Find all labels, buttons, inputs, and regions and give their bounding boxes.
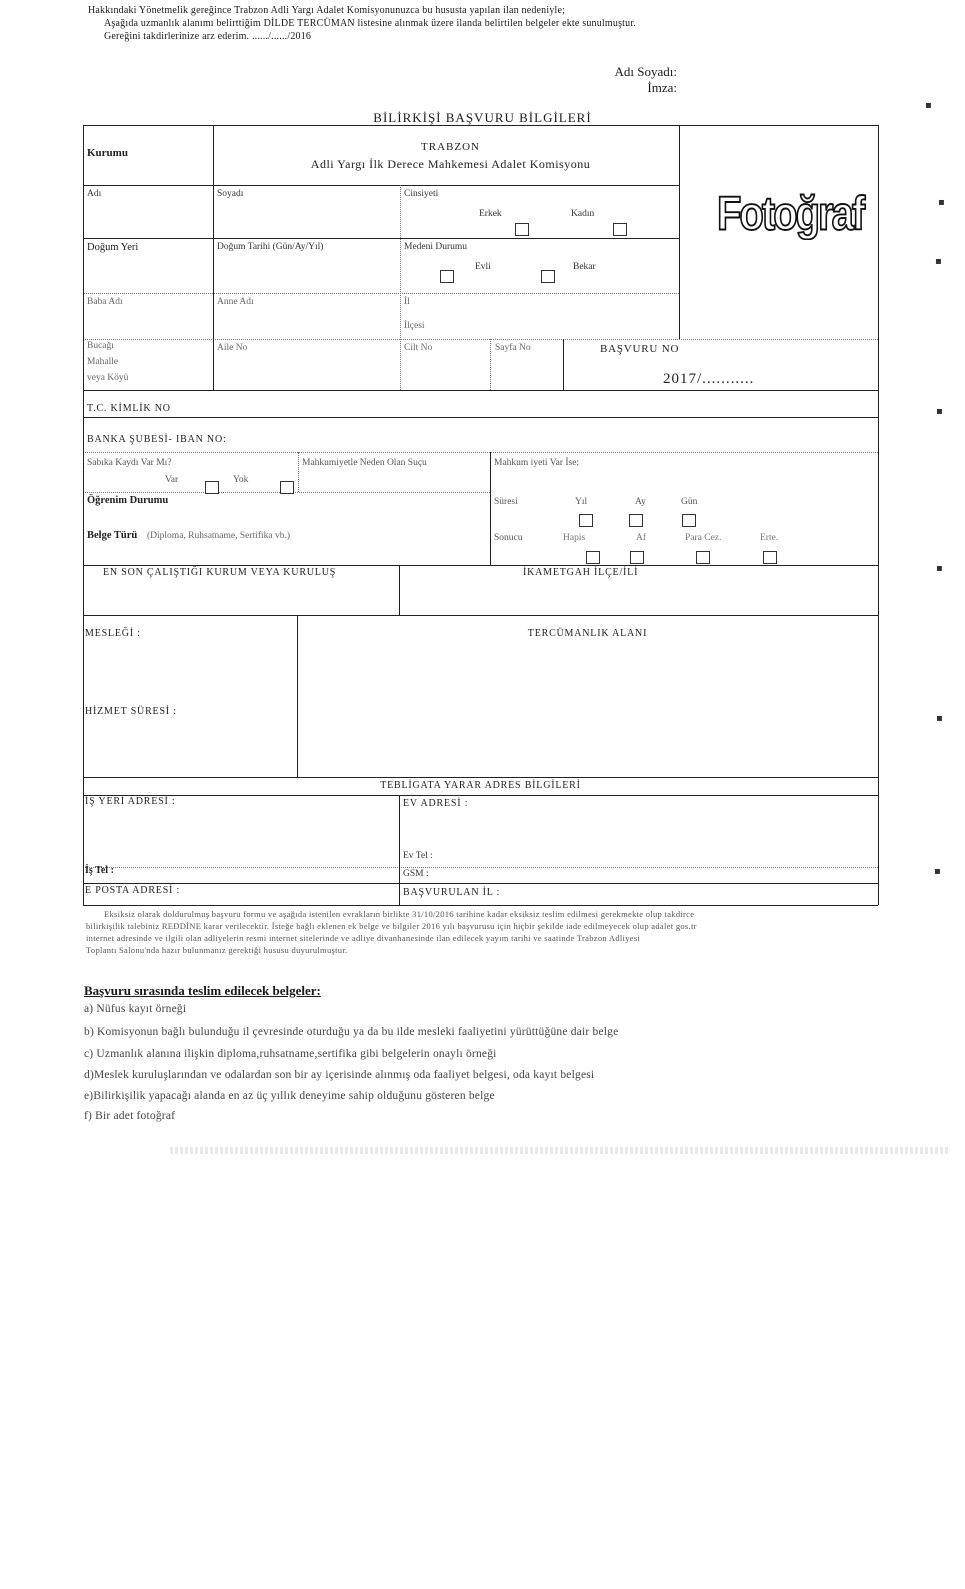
result-option-4: Erte. [760,533,779,543]
signature-sign-label: İmza: [647,80,677,95]
scan-mark: ▪ [936,406,943,417]
male-checkbox[interactable] [515,223,529,236]
profession-label: MESLEĞİ : [85,628,141,639]
signature-name-label: Adı Soyadı: [614,64,677,79]
work-phone-label: İş Tel : [85,865,114,876]
criminal-record-label: Sabıka Kaydı Var Mı? [87,458,172,468]
criminal-no-label: Yok [233,475,249,485]
result-option-1: Hapis [563,533,586,543]
documents-title: Başvuru sırasında teslim edilecek belgeler: [84,983,321,998]
scan-mark: ▪ [936,563,943,574]
married-label: Evli [475,262,491,272]
male-label: Erkek [479,209,502,219]
document-item: d)Meslek kuruluşlarından ve odalardan son bir ay içerisinde alınmış oda faaliyet belgesi, oda kayıt belgesi [84,1069,595,1081]
scan-artifact [170,1147,950,1154]
father-name-label: Baba Adı [87,297,123,307]
contact-section-title: TEBLİGATA YARAR ADRES BİLGİLERİ [380,780,581,791]
birthdate-label: Doğum Tarihi (Gün/Ay/Yıl) [217,242,324,252]
conviction-label: Mahkum iyeti Var İse; [494,458,580,468]
criminal-yes-label: Var [165,475,179,485]
result-option-1-checkbox[interactable] [586,551,600,564]
intro-line-2: Aşağıda uzmanlık alanımı belirttiğim DİLDE TERCÜMAN listesine alınmak üzere ilanda belirtilen belgeler ekte sunulmuştur. [104,18,637,29]
crime-reason-label: Mahkumiyetle Neden Olan Suçu [302,458,427,468]
family-no-label: Aile No [217,343,248,353]
email-label: E POSTA ADRESİ : [85,885,181,896]
day-label: Gün [681,497,698,507]
last-institution-label: EN SON ÇALIŞTIĞI KURUM VEYA KURULUŞ [103,567,337,578]
scan-mark: ▪ [925,100,932,111]
criminal-yes-checkbox[interactable] [205,481,219,494]
service-duration-label: HİZMET SÜRESİ : [85,706,177,717]
education-label: Öğrenim Durumu [87,495,169,506]
duration-label: Süresi [494,497,518,507]
volume-no-label: Cilt No [404,343,433,353]
tc-id-label: T.C. KİMLİK NO [87,403,171,414]
institution-label: Kurumu [87,147,128,159]
result-option-2-checkbox[interactable] [630,551,644,564]
month-checkbox[interactable] [629,514,643,527]
female-label: Kadın [571,209,595,219]
document-item: a) Nüfus kayıt örneği [84,1003,187,1015]
application-note [86,908,886,956]
result-option-2: Af [636,533,647,543]
bank-iban-label: BANKA ŞUBESİ- IBAN NO: [87,434,227,445]
scan-mark: ▪ [934,866,941,877]
married-checkbox[interactable] [440,270,454,283]
home-phone-label: Ev Tel : [403,851,433,861]
document-item: e)Bilirkişilik yapacağı alanda en az üç yıllık deneyime sahip olduğunu gösteren belge [84,1090,495,1102]
result-option-4-checkbox[interactable] [763,551,777,564]
scan-mark: ▪ [938,197,945,208]
page-no-label: Sayfa No [495,343,531,353]
village-label-3: veya Köyü [87,373,129,383]
translation-area-label: TERCÜMANLIK ALANI [527,628,648,639]
document-item: c) Uzmanlık alanına ilişkin diploma,ruhsatname,sertifika gibi belgelerin onaylı örneği [84,1048,497,1060]
application-no-value: 2017/........... [663,371,755,387]
note-line-3: internet adresinde ve ilgili olan adliyelerin resmi internet sitelerinde ve adliye divanhanesinde ilan edilecek yayım tarihi ve saatinde Trabzon Adliyesi [86,933,641,943]
birthplace-label: Doğum Yeri [87,242,139,253]
document-type-hint: (Diploma, Ruhsatname, Sertifika vb.) [147,531,290,541]
village-label-1: Bucağı [87,341,114,351]
home-address-label: EV ADRESİ : [403,798,469,809]
work-address-label: İŞ YERİ ADRESİ : [85,796,176,807]
institution-name-line2: Adli Yargı İlk Derece Mahkemesi Adalet Komisyonu [310,157,591,171]
institution-name-line1: TRABZON [421,141,480,153]
year-checkbox[interactable] [579,514,593,527]
marital-status-label: Medeni Durumu [404,242,468,252]
result-option-3-checkbox[interactable] [696,551,710,564]
gsm-label: GSM : [403,869,429,879]
year-label: Yıl [575,497,588,507]
result-option-3: Para Cez. [685,533,722,543]
note-line-2: bilirkişilik talebiniz REDDİNE karar verilecektir. İsteğe bağlı eklenen ek belge ve bilgiler 2016 yılı başvurusu için hiçbir şekilde iade edilmeyecek olup adalet gos.tr [86,921,697,931]
form-title: BİLİRKİŞİ BAŞVURU BİLGİLERİ [373,110,592,125]
single-checkbox[interactable] [541,270,555,283]
day-checkbox[interactable] [682,514,696,527]
intro-text [88,4,636,43]
note-line-4: Toplantı Salonu'nda hazır bulunmanız gerektiği hususu duyurulmuştur. [86,945,348,955]
result-label: Sonucu [494,533,523,543]
applied-province-label: BAŞVURULAN İL : [403,887,501,898]
district-label: İlçesi [404,321,425,331]
name-label: Adı [87,189,102,199]
intro-line-1: Hakkındaki Yönetmelik gereğince Trabzon Adli Yargı Adalet Komisyonunuzca bu hususta yapılan ilan nedeniyle; [88,5,566,16]
application-no-label: BAŞVURU NO [600,343,680,355]
village-label-2: Mahalle [87,357,119,367]
application-form [83,125,890,905]
document-type-label: Belge Türü [87,530,138,541]
photo-placeholder: Fotoğraf [717,188,864,240]
mother-name-label: Anne Adı [217,297,254,307]
single-label: Bekar [573,262,596,272]
gender-label: Cinsiyeti [404,189,439,199]
criminal-no-checkbox[interactable] [280,481,294,494]
document-item: b) Komisyonun bağlı bulunduğu il çevresinde oturduğu ya da bu ilde mesleki faaliyetini yürüttüğüne dair belge [84,1026,619,1038]
scan-mark: ▪ [935,256,942,267]
province-label: İl [404,297,410,307]
month-label: Ay [635,497,646,507]
residence-label: İKAMETGAH İLÇE/İLİ [523,567,639,578]
female-checkbox[interactable] [613,223,627,236]
document-item: f) Bir adet fotoğraf [84,1110,176,1122]
scan-mark: ▪ [936,713,943,724]
surname-label: Soyadı [217,189,244,199]
intro-line-3: Gereğini takdirlerinize arz ederim. ....../....../2016 [104,31,312,42]
note-line-1: Eksiksiz olarak doldurulmuş başvuru formu ve aşağıda istenilen evrakların birlikte 31/10/2016 tarihine kadar eksiksiz teslim edilmesi gerekmekte olup takdirce [104,909,695,919]
